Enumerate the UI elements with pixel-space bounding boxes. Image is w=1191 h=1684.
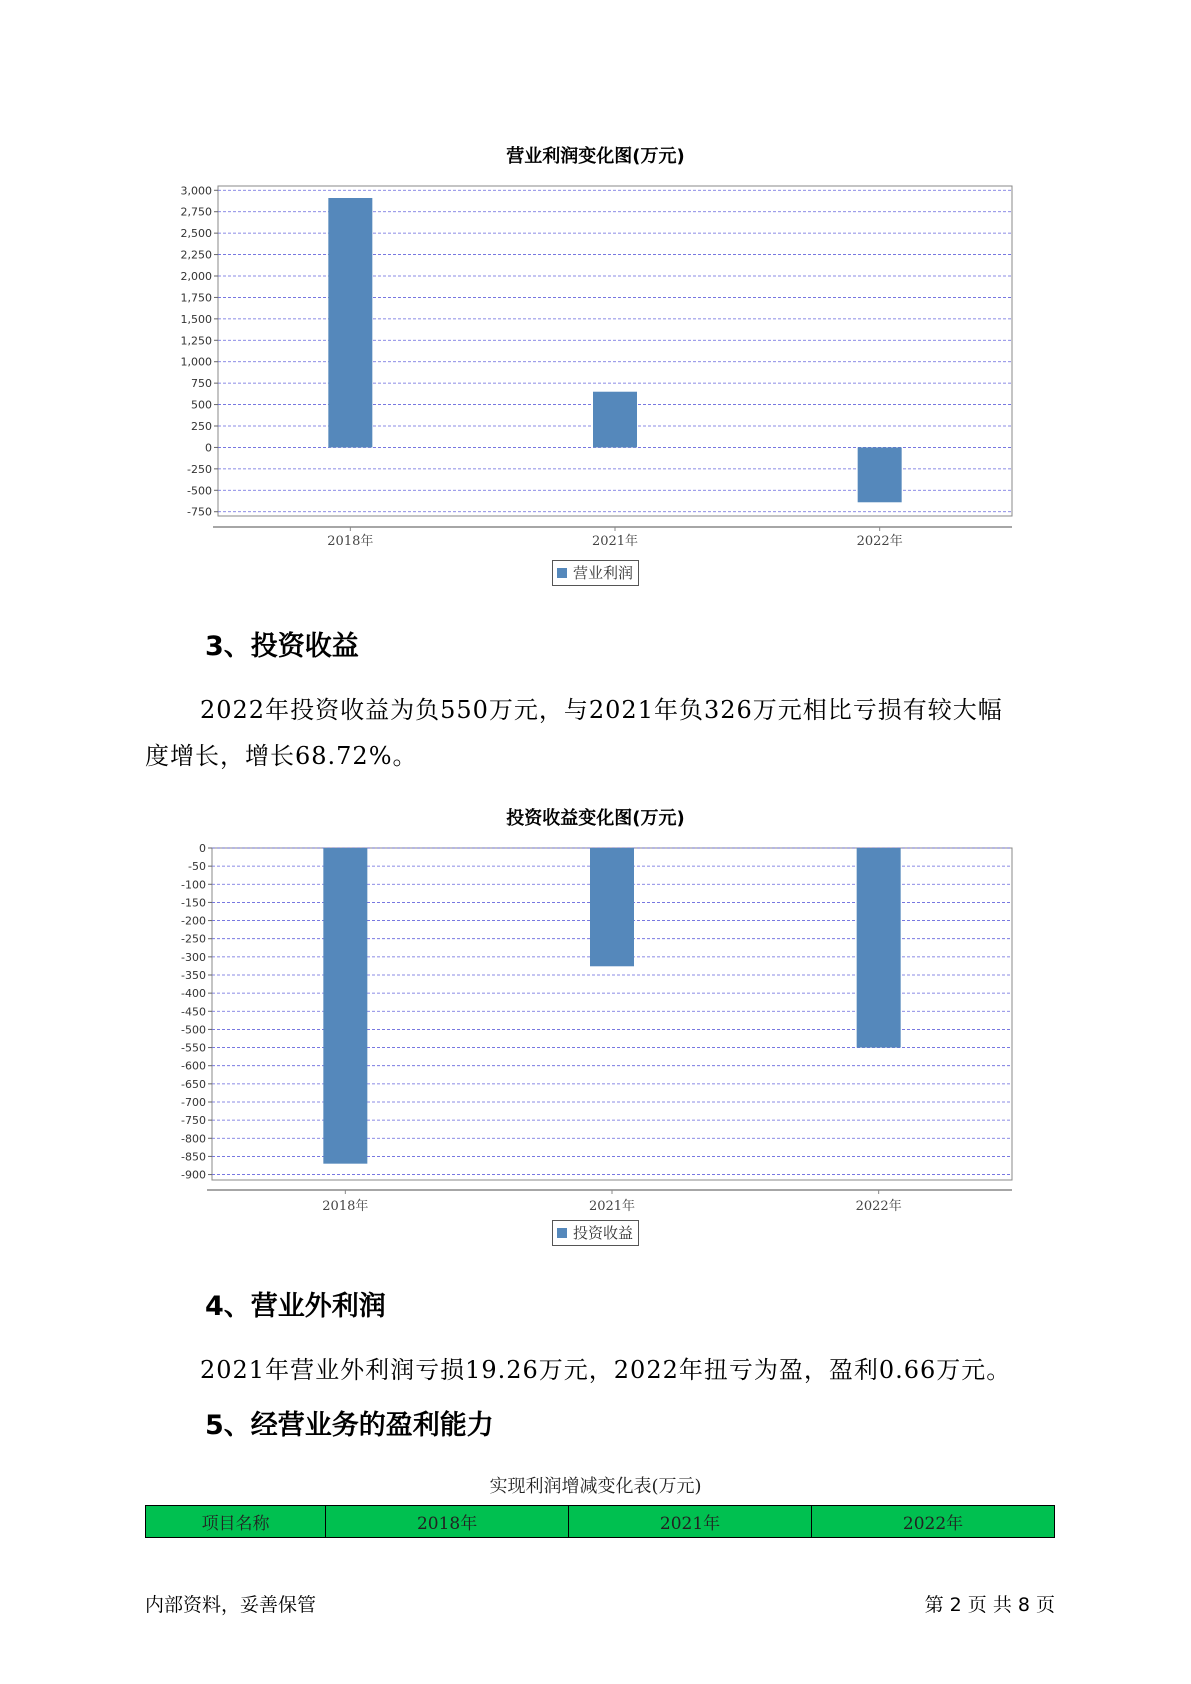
bar	[590, 848, 634, 966]
chart2-title: 投资收益变化图(万元)	[506, 808, 685, 829]
y-tick-label: -500	[181, 1023, 206, 1037]
y-tick-label: -650	[181, 1077, 206, 1091]
y-tick-label: 500	[191, 398, 212, 412]
y-tick-label: -750	[181, 1114, 206, 1128]
y-tick-label: 250	[191, 420, 212, 433]
footer-left: 内部资料，妥善保管	[145, 1594, 317, 1616]
y-tick-label: 2,750	[180, 205, 212, 219]
section3-para-line2: 度增长，增长68.72%。	[145, 742, 418, 770]
y-tick-label: -850	[181, 1150, 206, 1164]
y-tick-label: -100	[181, 878, 206, 892]
y-tick-label: -250	[187, 462, 212, 476]
y-tick-label: -200	[181, 914, 206, 928]
y-tick-label: -250	[181, 932, 206, 946]
y-tick-label: -500	[187, 484, 212, 498]
footer-page-number: 第 2 页 共 8 页	[924, 1594, 1055, 1616]
y-tick-label: -350	[181, 968, 206, 982]
y-tick-label: -800	[181, 1132, 206, 1146]
x-tick-label: 2021年	[588, 1199, 636, 1214]
y-tick-label: 1,750	[180, 291, 212, 305]
table-header-cell: 2021年	[569, 1506, 812, 1538]
x-tick-label: 2018年	[322, 1199, 369, 1214]
y-tick-label: 2,000	[180, 270, 212, 283]
chart2-legend-label: 投资收益	[573, 1224, 634, 1242]
y-tick-label: -400	[181, 987, 206, 1001]
y-tick-label: -50	[188, 860, 206, 874]
y-tick-label: -600	[181, 1059, 206, 1073]
legend-swatch-icon	[557, 1228, 567, 1238]
section3-para-line1: 2022年投资收益为负550万元，与2021年负326万元相比亏损有较大幅	[200, 696, 1003, 724]
y-tick-label: -450	[181, 1005, 206, 1019]
chart1-legend-label: 营业利润	[573, 564, 634, 582]
chart2-legend	[552, 1220, 639, 1246]
y-tick-label: -700	[181, 1095, 206, 1109]
y-tick-label: -150	[181, 896, 206, 910]
table-header-cell: 2022年	[812, 1506, 1055, 1538]
bar	[323, 848, 367, 1164]
y-tick-label: -550	[181, 1041, 206, 1055]
table-caption: 实现利润增减变化表(万元)	[489, 1476, 702, 1497]
bar	[857, 848, 901, 1048]
x-tick-label: 2018年	[327, 534, 374, 549]
y-tick-label: 0	[199, 842, 206, 855]
y-tick-label: -900	[181, 1168, 206, 1182]
y-tick-label: -300	[181, 950, 206, 964]
y-tick-label: 2,250	[180, 248, 212, 262]
x-tick-label: 2021年	[591, 534, 639, 549]
y-tick-label: -750	[187, 505, 212, 519]
y-tick-label: 3,000	[180, 184, 212, 198]
y-tick-label: 750	[191, 377, 212, 391]
table-header-row	[146, 1506, 1055, 1538]
y-tick-label: 1,000	[180, 355, 212, 369]
section4-para: 2021年营业外利润亏损19.26万元，2022年扭亏为盈，盈利0.66万元。	[200, 1356, 1012, 1384]
y-tick-label: 2,500	[180, 227, 212, 241]
section3-heading: 3、投资收益	[205, 631, 359, 662]
x-tick-label: 2022年	[855, 1199, 902, 1214]
section5-heading: 5、经营业务的盈利能力	[205, 1410, 494, 1441]
y-tick-label: 1,500	[180, 312, 212, 326]
profit-change-table	[145, 1505, 1055, 1538]
chart1-title: 营业利润变化图(万元)	[506, 146, 685, 167]
y-tick-label: 1,250	[180, 334, 212, 348]
table-header-cell: 项目名称	[146, 1506, 326, 1538]
x-tick-label: 2022年	[856, 534, 903, 549]
section4-heading: 4、营业外利润	[205, 1291, 386, 1322]
y-tick-label: 0	[205, 441, 212, 455]
table-header-cell: 2018年	[326, 1506, 569, 1538]
